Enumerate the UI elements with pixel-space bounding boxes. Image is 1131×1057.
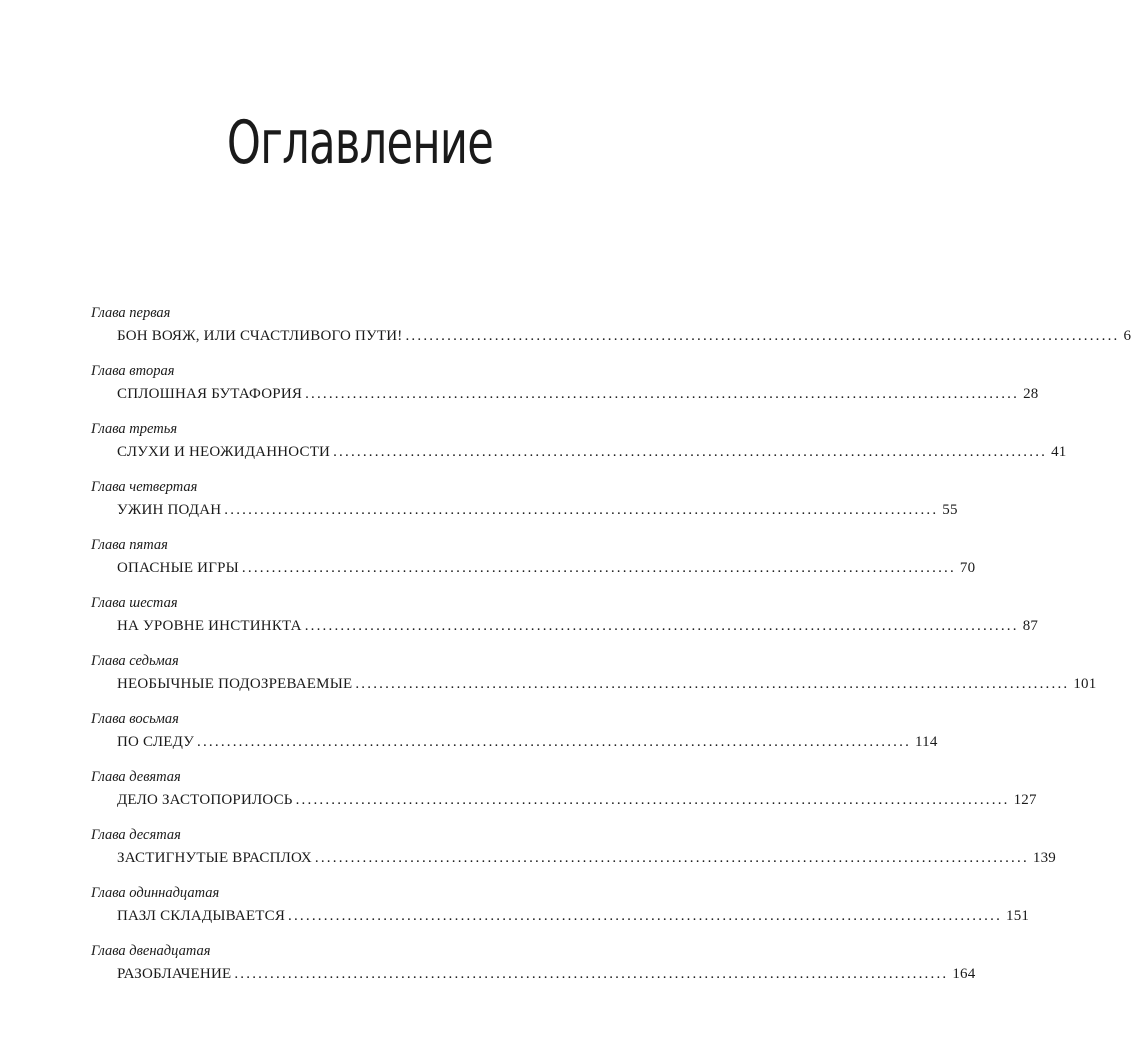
dot-leader: ........................................................................................................................ [333, 444, 1048, 460]
chapter-label: Глава двенадцатая [91, 943, 211, 959]
toc-entry[interactable] [91, 362, 1039, 416]
toc-entry[interactable] [91, 884, 1030, 938]
chapter-title: НА УРОВНЕ ИНСТИНКТА [117, 618, 302, 634]
toc-entry[interactable] [91, 478, 958, 532]
dot-leader: ........................................................................................................................ [355, 676, 1070, 692]
page-number: 28 [1023, 386, 1039, 402]
chapter-title: УЖИН ПОДАН [117, 502, 222, 518]
chapter-label: Глава первая [91, 305, 171, 321]
chapter-label: Глава вторая [91, 363, 175, 379]
page-number: 41 [1051, 444, 1067, 460]
chapter-title: БОН ВОЯЖ, ИЛИ СЧАСТЛИВОГО ПУТИ! [117, 328, 403, 344]
chapter-label: Глава пятая [91, 537, 168, 553]
dot-leader: ........................................................................................................................ [405, 328, 1120, 344]
toc-entry[interactable] [91, 942, 976, 996]
chapter-title: ПО СЛЕДУ [117, 734, 195, 750]
toc-entry[interactable] [91, 768, 1037, 822]
dot-leader: ........................................................................................................................ [304, 618, 1019, 634]
toc-line [117, 500, 958, 520]
toc-line [117, 616, 1039, 636]
table-of-contents [91, 300, 1131, 996]
dot-leader: ........................................................................................................................ [241, 560, 956, 576]
toc-entry[interactable] [91, 826, 1057, 880]
dot-leader: ........................................................................................................................ [305, 386, 1020, 402]
chapter-label: Глава третья [91, 421, 178, 437]
chapter-label: Глава восьмая [91, 711, 179, 727]
chapter-title: ПАЗЛ СКЛАДЫВАЕТСЯ [117, 908, 286, 924]
dot-leader: ........................................................................................................................ [224, 502, 939, 518]
page-title: Оглавление [226, 108, 494, 178]
dot-leader: ........................................................................................................................ [314, 850, 1029, 866]
toc-line [117, 790, 1037, 810]
page-number: 164 [952, 966, 976, 982]
toc-entry[interactable] [91, 420, 1067, 474]
toc-line [117, 732, 938, 752]
chapter-label: Глава четвертая [91, 479, 198, 495]
page-number: 114 [915, 734, 938, 750]
page-number: 87 [1022, 618, 1039, 634]
chapter-title: НЕОБЫЧНЫЕ ПОДОЗРЕВАЕМЫЕ [117, 676, 353, 692]
page-number: 55 [942, 502, 958, 518]
page-number: 6 [1123, 328, 1131, 344]
chapter-label: Глава десятая [91, 827, 181, 843]
toc-entry[interactable] [91, 536, 976, 590]
toc-line [117, 964, 976, 984]
chapter-title: СЛУХИ И НЕОЖИДАННОСТИ [117, 444, 331, 460]
page-number: 139 [1032, 850, 1057, 866]
toc-line [117, 906, 1030, 926]
dot-leader: ........................................................................................................................ [295, 792, 1010, 808]
toc-line [117, 326, 1131, 346]
chapter-title: ДЕЛО ЗАСТОПОРИЛОСЬ [117, 792, 293, 808]
page-number: 151 [1006, 908, 1030, 924]
chapter-label: Глава одиннадцатая [91, 885, 220, 901]
toc-line [117, 848, 1057, 868]
toc-entry[interactable] [91, 710, 938, 764]
toc-entry[interactable] [91, 304, 1131, 358]
toc-entry[interactable] [91, 594, 1039, 648]
dot-leader: ........................................................................................................................ [234, 966, 949, 982]
toc-line [117, 384, 1039, 404]
toc-entry[interactable] [91, 652, 1097, 706]
chapter-title: ЗАСТИГНУТЫЕ ВРАСПЛОХ [117, 850, 312, 866]
toc-line [117, 558, 976, 578]
chapter-title: ОПАСНЫЕ ИГРЫ [117, 560, 239, 576]
toc-line [117, 442, 1067, 462]
toc-line [117, 674, 1097, 694]
chapter-title: РАЗОБЛАЧЕНИЕ [117, 966, 232, 982]
page-number: 101 [1073, 676, 1097, 692]
dot-leader: ........................................................................................................................ [197, 734, 912, 750]
page-number: 70 [959, 560, 976, 576]
chapter-label: Глава шестая [91, 595, 178, 611]
chapter-label: Глава девятая [91, 769, 181, 785]
chapter-title: СПЛОШНАЯ БУТАФОРИЯ [117, 386, 303, 402]
page-number: 127 [1013, 792, 1037, 808]
chapter-label: Глава седьмая [91, 653, 179, 669]
dot-leader: ........................................................................................................................ [288, 908, 1003, 924]
